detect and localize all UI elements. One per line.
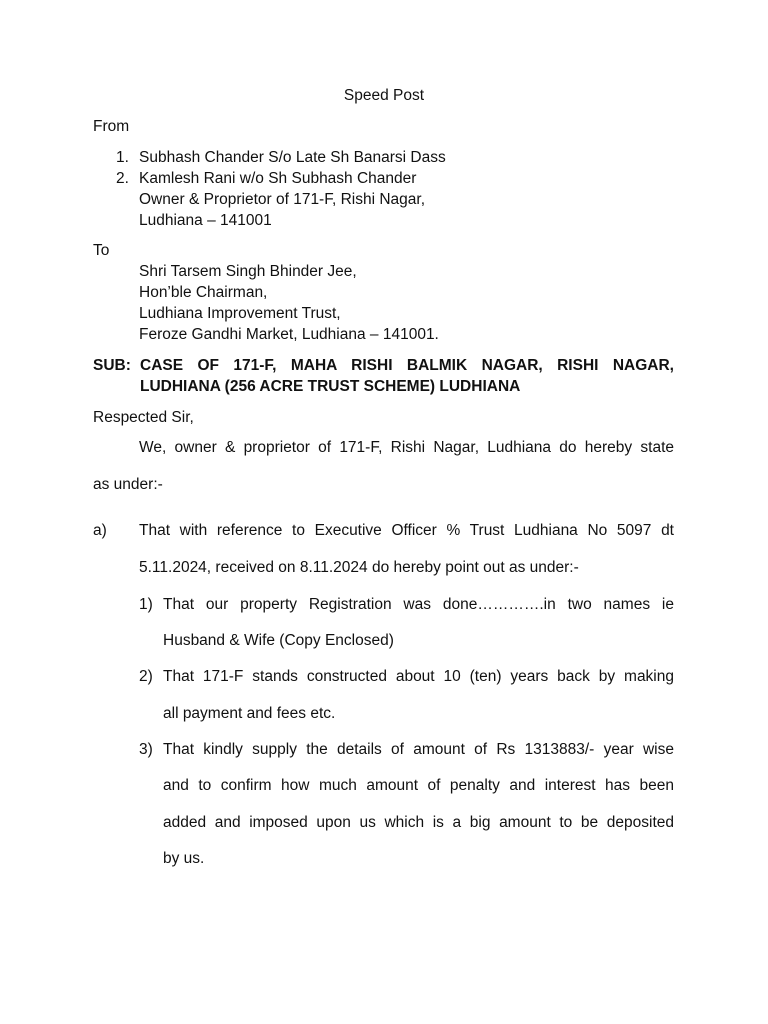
subpoint-3-line: added and imposed upon us which is a big amount to be deposited	[163, 814, 674, 831]
subpoint-1-line: Husband & Wife (Copy Enclosed)	[163, 632, 394, 649]
subject-label: SUB:	[93, 357, 131, 374]
sender-name-2: Kamlesh Rani w/o Sh Subhash Chander	[139, 170, 417, 187]
recipient-address-line: Feroze Gandhi Market, Ludhiana – 141001.	[139, 326, 439, 343]
salutation: Respected Sir,	[93, 409, 194, 426]
point-a-line: 5.11.2024, received on 8.11.2024 do hereby point out as under:-	[139, 559, 579, 576]
intro-paragraph-line: We, owner & proprietor of 171-F, Rishi Nagar, Ludhiana do hereby state	[139, 439, 674, 456]
point-a-line: That with reference to Executive Officer % Trust Ludhiana No 5097 dt	[139, 522, 674, 539]
recipient-address-line: Shri Tarsem Singh Bhinder Jee,	[139, 263, 357, 280]
speed-post-heading: Speed Post	[343, 87, 425, 104]
sender-address-line: Owner & Proprietor of 171-F, Rishi Nagar,	[139, 191, 426, 208]
sender-number-2: 2.	[116, 170, 129, 187]
intro-paragraph-line: as under:-	[93, 476, 163, 493]
subpoint-number-1: 1)	[139, 596, 153, 613]
subpoint-3-line: by us.	[163, 850, 205, 867]
recipient-address-line: Ludhiana Improvement Trust,	[139, 305, 341, 322]
sender-name-1: Subhash Chander S/o Late Sh Banarsi Dass	[139, 149, 446, 166]
sender-number-1: 1.	[116, 149, 129, 166]
subpoint-1-line: That our property Registration was done………….in two names ie	[163, 596, 674, 613]
subpoint-3-line: That kindly supply the details of amount of Rs 1313883/- year wise	[163, 741, 674, 758]
subject-line: CASE OF 171-F, MAHA RISHI BALMIK NAGAR, RISHI NAGAR,	[140, 357, 674, 374]
subpoint-3-line: and to confirm how much amount of penalty and interest has been	[163, 777, 674, 794]
recipient-address-line: Hon’ble Chairman,	[139, 284, 268, 301]
to-label: To	[93, 242, 110, 259]
subpoint-2-line: That 171-F stands constructed about 10 (ten) years back by making	[163, 668, 674, 685]
subpoint-number-3: 3)	[139, 741, 153, 758]
from-label: From	[93, 118, 130, 135]
subpoint-2-line: all payment and fees etc.	[163, 705, 336, 722]
point-a-marker: a)	[93, 522, 107, 539]
sender-address-line: Ludhiana – 141001	[139, 212, 272, 229]
subpoint-number-2: 2)	[139, 668, 153, 685]
subject-line: LUDHIANA (256 ACRE TRUST SCHEME) LUDHIANA	[140, 378, 521, 395]
